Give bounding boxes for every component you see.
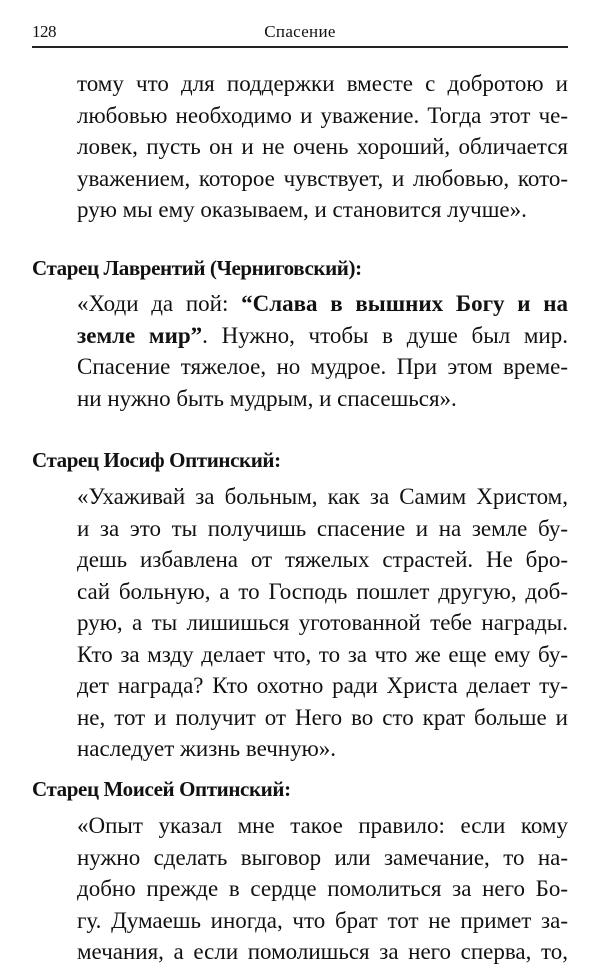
text-line: сай больную, а то Господь пошлет другую, доб- bbox=[77, 578, 568, 604]
text-line: ни нужно быть мудрым, и спасешься». bbox=[77, 385, 457, 411]
text-line: рую, а ты лишишься уготованной тебе награды. bbox=[77, 610, 568, 635]
text-line: любовью необходимо и уважение. Тогда этот че- bbox=[77, 102, 568, 128]
text-line: «Ухаживай за больным, как за Самим Христом, bbox=[77, 484, 568, 509]
text-line: и за это ты получишь спасение и на земле бу- bbox=[77, 515, 568, 541]
quote-text: «Ходи да пой: bbox=[77, 291, 242, 316]
text-line: нужно сделать выговор или замечание, то на- bbox=[77, 844, 568, 870]
text-line: не, тот и получит от Него во сто крат больше и bbox=[77, 704, 568, 730]
running-title: Спасение bbox=[264, 22, 336, 41]
section-heading-iosif: Старец Иосиф Оптинский: bbox=[32, 448, 281, 472]
text-line: рую мы ему оказываем, и становится лучше». bbox=[77, 197, 527, 222]
text-line: гу. Думаешь иногда, что брат тот не примет за- bbox=[77, 907, 568, 933]
text-line: «Опыт указал мне такое правило: если кому bbox=[77, 813, 568, 838]
text-line bbox=[77, 288, 568, 320]
quote-moisey bbox=[77, 810, 568, 968]
quote-iosif bbox=[77, 481, 568, 765]
text-line: мечания, а если помолишься за него сперва, то, bbox=[77, 939, 568, 964]
text-line: дешь избавлена от тяжелых страстей. Не бро- bbox=[77, 547, 568, 572]
page-number: 128 bbox=[32, 22, 56, 41]
page-header bbox=[32, 22, 568, 48]
continuation-paragraph bbox=[77, 68, 568, 226]
text-line: добно прежде в сердце помолиться за него Бо- bbox=[77, 876, 568, 901]
text-line: дет награда? Кто охотно ради Христа делает ту- bbox=[77, 673, 568, 698]
text-line: ловек, пусть он и не очень хороший, обличается bbox=[77, 134, 568, 159]
text-line: Спасение тяжелое, но мудрое. При этом време- bbox=[77, 354, 568, 379]
text-line: Кто за мзду делает что, то за что же еще ему бу- bbox=[77, 641, 568, 667]
text-line: наследует жизнь вечную». bbox=[77, 736, 337, 761]
section-heading-lavrenty: Старец Лаврентий (Черниговский): bbox=[32, 256, 362, 280]
quote-emphasis: “Слава в вышних Богу и на bbox=[241, 291, 568, 316]
section-heading-moisey: Старец Моисей Оптинский: bbox=[32, 777, 291, 801]
text-line: тому что для поддержки вместе с добротою и bbox=[77, 71, 568, 96]
text-line: уважением, которое чувствует, и любовью, кото- bbox=[77, 165, 568, 191]
quote-text: . Нужно, чтобы в душе был мир. bbox=[202, 322, 568, 348]
text-line bbox=[77, 320, 568, 352]
quote-emphasis: земле мир” bbox=[77, 322, 203, 348]
quote-lavrenty bbox=[77, 288, 568, 414]
